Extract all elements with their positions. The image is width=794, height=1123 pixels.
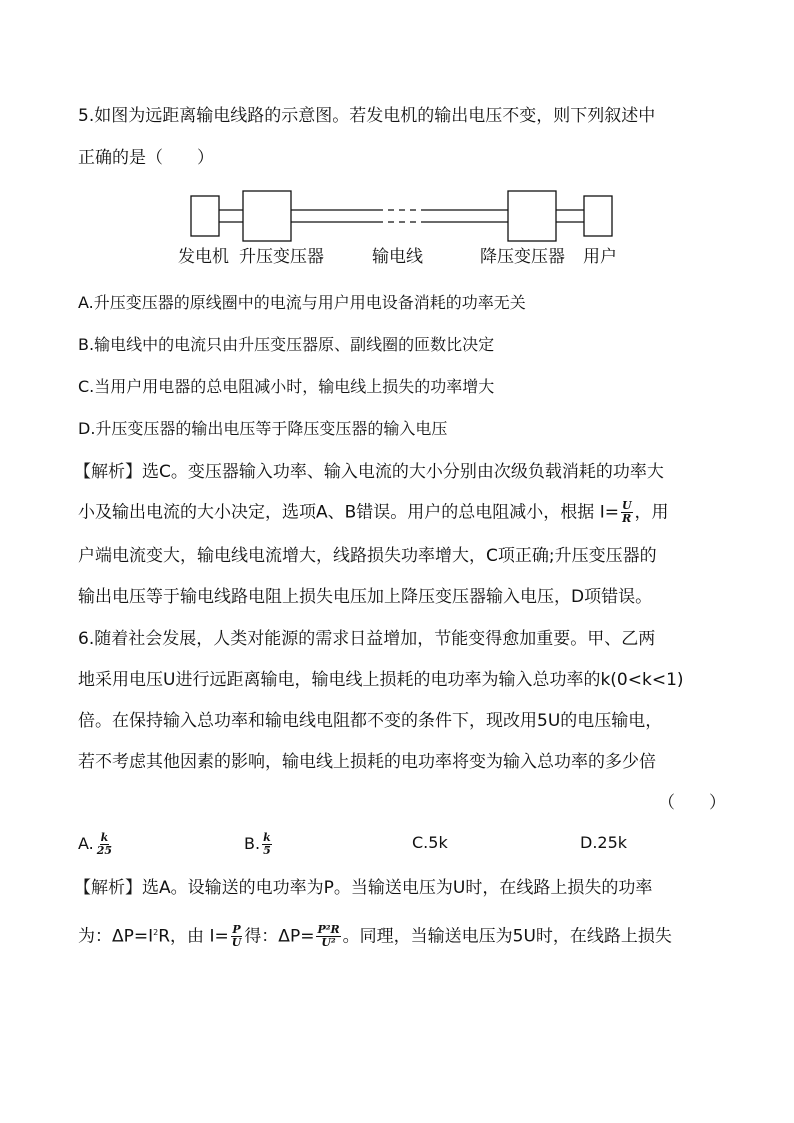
analysis-tag: 【解析】 [74,878,142,898]
q5-analysis-line1: 【解析】选C。变压器输入功率、输入电流的大小分别由次级负载消耗的功率大 [74,462,664,482]
q6-analysis-line1: 【解析】选A。设输送的电功率为P。当输送电压为U时，在线路上损失的功率 [74,878,653,898]
label-line: 输电线 [372,247,423,267]
q6-option-a: A. $\frac{k}{25}$ [78,831,113,857]
q5-analysis-line3: 户端电流变大，输电线电流增大，线路损失功率增大，C项正确;升压变压器的 [78,546,657,566]
label-step-down: 降压变压器 [480,247,565,267]
q5-analysis-line4: 输出电压等于输电线路电阻上损失电压加上降压变压器输入电压，D项错误。 [78,587,653,607]
fraction-u-over-r: $\frac{U}{R}$ [621,499,632,525]
fraction-p2r-over-u2: $\frac{\text{P²R}}{\text{U²}}$ [317,923,340,949]
q5-option-b: B.输电线中的电流只由升压变压器原、副线圈的匝数比决定 [78,335,495,354]
step-down-transformer-box [508,191,556,241]
fraction-k-over-25: $\frac{k}{25}$ [96,831,113,857]
user-box [584,196,612,236]
q5-stem-line2: 正确的是（ ） [78,148,214,168]
fraction-p-over-u: $\frac{P}{U}$ [231,923,242,949]
q6-option-d: D.25k [580,833,628,852]
fraction-k-over-5: $\frac{k}{5}$ [263,831,271,857]
label-user: 用户 [583,247,617,267]
generator-box [191,196,219,236]
q6-stem-line4: 若不考虑其他因素的影响，输电线上损耗的电功率将变为输入总功率的多少倍 [78,752,656,772]
q6-option-b: B. $\frac{k}{5}$ [244,831,271,857]
analysis-tag: 【解析】 [74,462,142,482]
q6-answer-bracket: （ ） [658,793,726,813]
q5-option-c: C.当用户用电器的总电阻减小时，输电线上损失的功率增大 [78,377,495,396]
q5-option-a: A.升压变压器的原线圈中的电流与用户用电设备消耗的功率无关 [78,293,526,312]
q6-stem-line3: 倍。在保持输入总功率和输电线电阻都不变的条件下，现改用5U的电压输电， [78,711,663,731]
q6-analysis-line2: 为：$\Delta P=I^2R$，由 I= $\frac{P}{U}$ 得：ΔP= $\frac{\text{P²R}}{\text{U²}}$ 。同理，当输送电压为5U时，在线路上损失 [78,923,672,949]
q6-stem-line2: 地采用电压U进行远距离输电，输电线上损耗的电功率为输入总功率的k(0<k<1) [78,670,684,690]
q5-option-d: D.升压变压器的输出电压等于降压变压器的输入电压 [78,419,448,438]
step-up-transformer-box [243,191,291,241]
label-generator: 发电机 [178,247,229,267]
q6-stem-line1: 6.随着社会发展，人类对能源的需求日益增加，节能变得愈加重要。甲、乙两 [78,629,656,649]
label-step-up: 升压变压器 [239,247,324,267]
q5-stem-line1: 5.如图为远距离输电线路的示意图。若发电机的输出电压不变，则下列叙述中 [78,106,656,126]
transmission-diagram [190,190,620,246]
q6-option-c: C.5k [412,833,448,852]
q5-analysis-line2: 小及输出电流的大小决定，选项A、B错误。用户的总电阻减小，根据 I= $\frac{U}{R}$ ，用 [78,499,669,525]
